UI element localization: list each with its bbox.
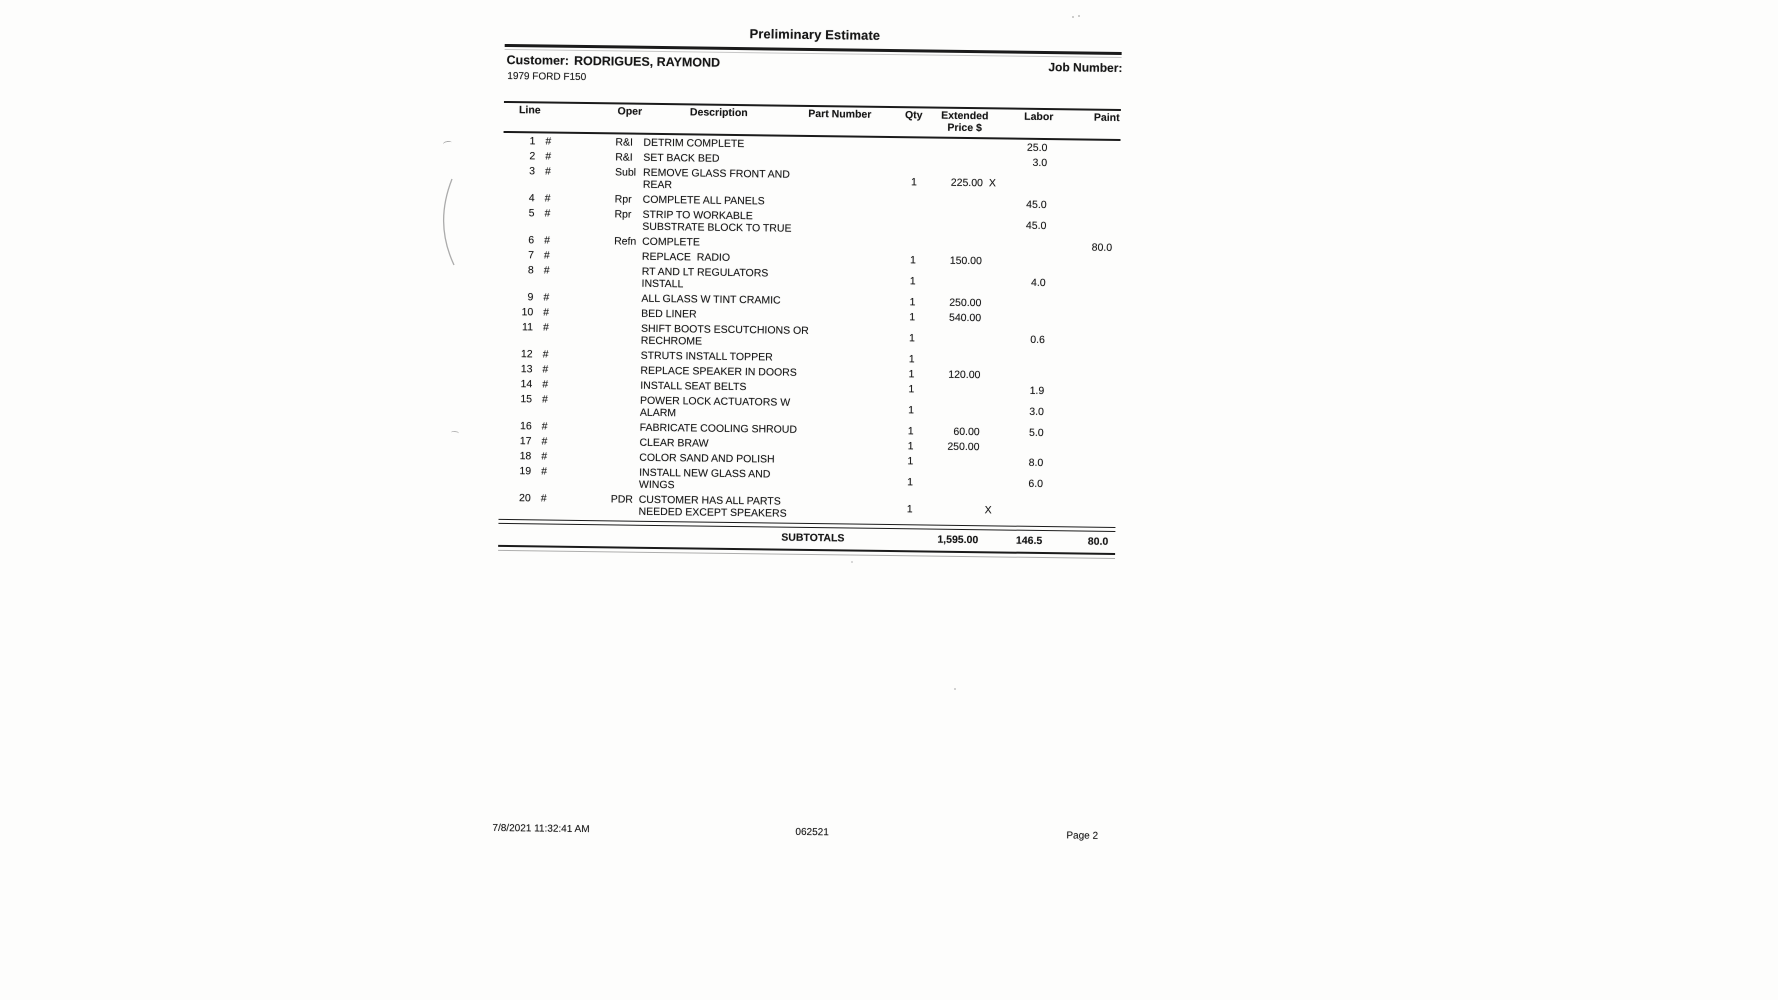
- description-line: STRUTS INSTALL TOPPER: [640, 349, 773, 364]
- labor-cell: 25.0: [1026, 141, 1048, 155]
- description-line: SET BACK BED: [643, 151, 720, 165]
- extended-price-cell: [914, 398, 980, 423]
- description-cell: [641, 293, 891, 308]
- hash-cell: #: [540, 492, 547, 505]
- description-line: FABRICATE COOLING SHROUD: [639, 421, 798, 436]
- extended-price-cell: 250.00: [947, 440, 980, 454]
- oper-cell: [612, 364, 640, 376]
- x-marker-cell: [980, 384, 1000, 396]
- column-header-qty: Qty: [904, 109, 923, 122]
- labor-cell: [1001, 354, 1045, 367]
- x-marker-cell: [979, 456, 999, 468]
- description-cell: [639, 437, 889, 452]
- description-cell: [641, 350, 891, 365]
- labor-cell: 3.0: [1032, 156, 1048, 170]
- extended-price-cell: [916, 212, 982, 237]
- line-number-cell: 4: [528, 192, 535, 205]
- paint-cell: [1046, 214, 1112, 239]
- subtotals-paint: 80.0: [1087, 535, 1109, 548]
- extended-price-cell: [917, 197, 983, 210]
- qty-cell: 1: [908, 383, 915, 396]
- column-header-part-number: Part Number: [808, 107, 872, 121]
- description-line: COLOR SAND AND POLISH: [639, 451, 775, 466]
- description-line: SUBSTRATE BLOCK TO TRUE: [642, 220, 792, 235]
- paint-cell: [1044, 427, 1110, 440]
- labor-cell: [1001, 312, 1045, 325]
- labor-cell: [1002, 240, 1046, 253]
- labor-cell: 5.0: [1028, 426, 1044, 440]
- subtotals-extended-price: 1,595.00: [937, 533, 979, 547]
- labor-cell: [1001, 297, 1045, 310]
- qty-cell: 1: [908, 332, 915, 345]
- description-cell: [641, 323, 891, 350]
- oper-cell: [612, 379, 640, 391]
- paint-cell: [1045, 355, 1111, 368]
- qty-cell: 1: [909, 296, 916, 309]
- labor-cell: 45.0: [1026, 198, 1047, 212]
- x-marker-cell: [980, 426, 1000, 438]
- description-cell: [643, 152, 893, 167]
- description-cell: [640, 365, 890, 380]
- paint-cell: [1044, 385, 1110, 398]
- qty-cell: [893, 140, 917, 152]
- line-number-cell: 18: [519, 450, 532, 463]
- hash-cell: #: [541, 465, 548, 478]
- x-marker-cell: X: [984, 504, 992, 517]
- description-cell: [639, 452, 889, 467]
- line-number-cell: 3: [529, 165, 536, 178]
- description-line: ALARM: [639, 406, 677, 420]
- oper-cell: [613, 322, 641, 346]
- vehicle-description: 1979 FORD F150: [507, 70, 587, 84]
- description-cell: [640, 422, 890, 437]
- qty-cell: 1: [907, 440, 914, 453]
- paint-cell: [1045, 298, 1111, 311]
- oper-cell: [611, 436, 639, 448]
- paint-cell: [1045, 328, 1111, 353]
- description-cell: [639, 467, 889, 494]
- description-cell: [640, 395, 890, 422]
- extended-price-cell: [915, 269, 981, 294]
- description-line: BED LINER: [641, 307, 697, 321]
- oper-cell: [614, 265, 642, 289]
- extended-price-cell: 250.00: [949, 296, 982, 310]
- job-number-label: Job Number:: [1048, 60, 1123, 76]
- line-number-cell: 5: [528, 207, 535, 220]
- paint-cell: [1043, 472, 1109, 497]
- description-line: REAR: [642, 178, 673, 192]
- hash-cell: #: [541, 435, 548, 448]
- description-line: REMOVE GLASS FRONT AND: [642, 166, 790, 181]
- oper-cell: Subl: [614, 166, 637, 179]
- estimate-document: [494, 22, 1125, 890]
- scan-artifact-dot: [1072, 16, 1074, 18]
- footer-datetime: 7/8/2021 11:32:41 AM: [492, 822, 590, 836]
- column-header-oper: Oper: [617, 105, 643, 118]
- qty-cell: [893, 197, 917, 209]
- labor-cell: 4.0: [1030, 276, 1046, 290]
- scan-artifact-mark: [443, 140, 453, 146]
- description-line: ALL GLASS W TINT CRAMIC: [641, 292, 781, 307]
- extended-price-cell: [917, 140, 983, 153]
- subtotals-label: SUBTOTALS: [781, 531, 845, 545]
- extended-header-line2: Price $: [947, 121, 982, 134]
- oper-cell: [613, 349, 641, 361]
- extended-header-line1: Extended: [941, 109, 989, 123]
- paint-cell: [1044, 400, 1110, 425]
- qty-cell: 1: [911, 176, 918, 189]
- hash-cell: #: [545, 150, 552, 163]
- scan-artifact-dot: [1078, 15, 1080, 17]
- extended-price-cell: [915, 326, 981, 351]
- x-marker-cell: [982, 240, 1002, 252]
- hash-cell: #: [542, 321, 549, 334]
- x-marker-cell: X: [988, 177, 997, 190]
- hash-cell: #: [544, 192, 551, 205]
- oper-cell: Refn: [614, 235, 637, 248]
- paint-cell: [1047, 157, 1113, 170]
- extended-price-cell: [914, 383, 980, 396]
- line-number-cell: 12: [520, 348, 533, 361]
- paint-cell: [1044, 370, 1110, 383]
- labor-cell: [998, 498, 1042, 523]
- line-number-cell: 11: [522, 321, 534, 334]
- oper-cell: [611, 451, 639, 463]
- customer-line: [506, 53, 720, 70]
- footer-doc-number: 062521: [795, 826, 829, 839]
- line-number-cell: 17: [519, 435, 532, 448]
- line-number-cell: 7: [528, 249, 535, 262]
- line-number-cell: 6: [528, 234, 535, 247]
- hash-cell: #: [541, 393, 548, 406]
- x-marker-cell: [979, 441, 999, 453]
- oper-cell: [613, 292, 641, 304]
- hash-cell: #: [544, 207, 551, 220]
- line-number-cell: 14: [520, 378, 533, 391]
- line-number-cell: 8: [527, 264, 534, 277]
- oper-cell: R&I: [615, 151, 633, 164]
- paint-cell: [1043, 457, 1109, 470]
- description-cell: [639, 494, 889, 521]
- line-number-cell: 19: [519, 465, 532, 478]
- qty-cell: 1: [909, 254, 916, 267]
- description-cell: [642, 209, 892, 236]
- x-marker-cell: [979, 471, 999, 495]
- labor-cell: 45.0: [1025, 219, 1047, 233]
- column-header-extended-price: [933, 111, 997, 135]
- line-number-cell: 1: [529, 135, 536, 148]
- description-cell: [642, 236, 892, 251]
- x-marker-cell: [982, 213, 1002, 237]
- description-line: POWER LOCK ACTUATORS W: [639, 394, 791, 409]
- oper-cell: R&I: [615, 136, 634, 149]
- qty-cell: 1: [908, 404, 915, 417]
- qty-cell: [892, 239, 916, 251]
- hash-cell: #: [542, 363, 549, 376]
- hash-cell: #: [543, 291, 550, 304]
- qty-cell: [892, 212, 916, 236]
- description-line: INSTALL NEW GLASS AND: [639, 466, 771, 481]
- paint-cell: 80.0: [1091, 241, 1113, 254]
- extended-price-cell: [912, 497, 978, 522]
- line-number-cell: 13: [520, 363, 533, 376]
- paint-cell: [1042, 499, 1108, 524]
- oper-cell: [612, 421, 640, 433]
- document-title: Preliminary Estimate: [749, 26, 881, 43]
- description-line: INSTALL: [641, 277, 684, 291]
- hash-cell: #: [545, 135, 552, 148]
- description-line: SHIFT BOOTS ESCUTCHIONS OR: [640, 322, 809, 337]
- paint-cell: [1045, 271, 1111, 296]
- customer-label: Customer:: [506, 52, 570, 68]
- extended-price-cell: [917, 155, 983, 168]
- description-line: WINGS: [638, 478, 675, 492]
- qty-cell: 1: [908, 353, 915, 366]
- labor-cell: 8.0: [1028, 456, 1044, 470]
- description-cell: [643, 194, 893, 209]
- x-marker-cell: [980, 369, 1000, 381]
- qty-cell: 1: [908, 368, 915, 381]
- column-header-labor: Labor: [1024, 110, 1054, 124]
- description-line: INSTALL SEAT BELTS: [640, 379, 747, 394]
- qty-cell: 1: [907, 425, 914, 438]
- oper-cell: [613, 307, 641, 319]
- line-items-table: [498, 135, 1123, 559]
- x-marker-cell: [981, 354, 1001, 366]
- x-marker-cell: [981, 297, 1001, 309]
- description-line: STRIP TO WORKABLE: [642, 208, 753, 223]
- description-line: COMPLETE ALL PANELS: [642, 193, 765, 208]
- qty-cell: 1: [907, 455, 914, 468]
- paint-cell: [1043, 442, 1109, 455]
- x-marker-cell: [983, 141, 1003, 153]
- labor-cell: 3.0: [1029, 405, 1045, 419]
- customer-name: RODRIGUES, RAYMOND: [573, 53, 721, 70]
- oper-cell: [612, 394, 640, 418]
- column-header-description: Description: [689, 106, 748, 120]
- labor-cell: 6.0: [1028, 477, 1044, 491]
- extended-price-cell: [913, 455, 979, 468]
- x-marker-cell: [982, 255, 1002, 267]
- line-items-rows: [498, 135, 1123, 527]
- x-marker-cell: [981, 327, 1001, 351]
- column-header-paint: Paint: [1093, 111, 1120, 125]
- labor-cell: [1003, 171, 1047, 196]
- extended-price-cell: 225.00: [950, 176, 984, 190]
- extended-price-cell: [915, 353, 981, 366]
- description-line: REPLACE RADIO: [641, 250, 731, 264]
- description-cell: [641, 308, 891, 323]
- description-line: CUSTOMER HAS ALL PARTS: [638, 493, 781, 508]
- column-header-line: Line: [518, 104, 541, 117]
- extended-price-cell: 60.00: [953, 425, 980, 439]
- scan-artifact-arc: [438, 175, 460, 270]
- subtotals-labor: 146.5: [1015, 534, 1043, 548]
- description-cell: [642, 251, 892, 266]
- description-line: RECHROME: [640, 334, 703, 348]
- description-line: REPLACE SPEAKER IN DOORS: [640, 364, 797, 379]
- oper-cell: [611, 466, 639, 490]
- extended-price-cell: 120.00: [948, 368, 981, 382]
- paint-cell: [1046, 256, 1112, 269]
- description-line: NEEDED EXCEPT SPEAKERS: [638, 505, 787, 520]
- line-number-cell: 2: [529, 150, 536, 163]
- extended-price-cell: 540.00: [948, 311, 982, 325]
- x-marker-cell: [981, 270, 1001, 294]
- scan-artifact-mark: [451, 431, 459, 436]
- description-line: DETRIM COMPLETE: [643, 136, 745, 151]
- oper-cell: PDR: [610, 493, 634, 506]
- line-number-cell: 20: [519, 492, 531, 505]
- description-cell: [642, 266, 892, 293]
- qty-cell: 1: [906, 503, 913, 516]
- labor-cell: 0.6: [1030, 333, 1045, 347]
- x-marker-cell: [983, 198, 1003, 210]
- description-line: COMPLETE: [642, 235, 700, 249]
- description-cell: [640, 380, 890, 395]
- labor-cell: [1000, 369, 1044, 382]
- description-cell: [643, 167, 893, 194]
- hash-cell: #: [542, 378, 549, 391]
- hash-cell: #: [543, 306, 550, 319]
- qty-cell: [893, 155, 917, 167]
- description-cell: [643, 137, 893, 152]
- hash-cell: #: [541, 450, 548, 463]
- footer-page-number: Page 2: [1066, 830, 1099, 842]
- line-number-cell: 9: [527, 291, 534, 304]
- hash-cell: #: [543, 249, 550, 262]
- labor-cell: [999, 441, 1043, 454]
- hash-cell: #: [542, 348, 549, 361]
- labor-cell: [1002, 255, 1046, 268]
- x-marker-cell: [980, 399, 1000, 423]
- hash-cell: #: [544, 234, 551, 247]
- description-line: RT AND LT REGULATORS: [641, 265, 769, 280]
- extended-price-cell: [916, 239, 982, 252]
- line-number-cell: 16: [519, 420, 532, 433]
- hash-cell: #: [544, 165, 551, 178]
- line-number-cell: 10: [521, 306, 534, 319]
- qty-cell: 1: [907, 476, 914, 489]
- labor-cell: 1.9: [1029, 384, 1045, 398]
- x-marker-cell: [983, 156, 1003, 168]
- paint-cell: [1047, 142, 1113, 155]
- paint-cell: [1047, 199, 1113, 212]
- qty-cell: 1: [909, 311, 916, 324]
- hash-cell: #: [541, 420, 548, 433]
- extended-price-cell: 150.00: [949, 254, 982, 268]
- paint-cell: [1045, 313, 1111, 326]
- x-marker-cell: [981, 312, 1001, 324]
- extended-price-cell: [913, 470, 979, 495]
- qty-cell: 1: [909, 275, 916, 288]
- hash-cell: #: [543, 264, 550, 277]
- description-line: CLEAR BRAW: [639, 436, 709, 450]
- oper-cell: [614, 250, 642, 262]
- line-number-cell: 15: [520, 393, 533, 406]
- oper-cell: Rpr: [614, 193, 632, 206]
- paint-cell: [1047, 172, 1113, 197]
- oper-cell: Rpr: [614, 208, 632, 221]
